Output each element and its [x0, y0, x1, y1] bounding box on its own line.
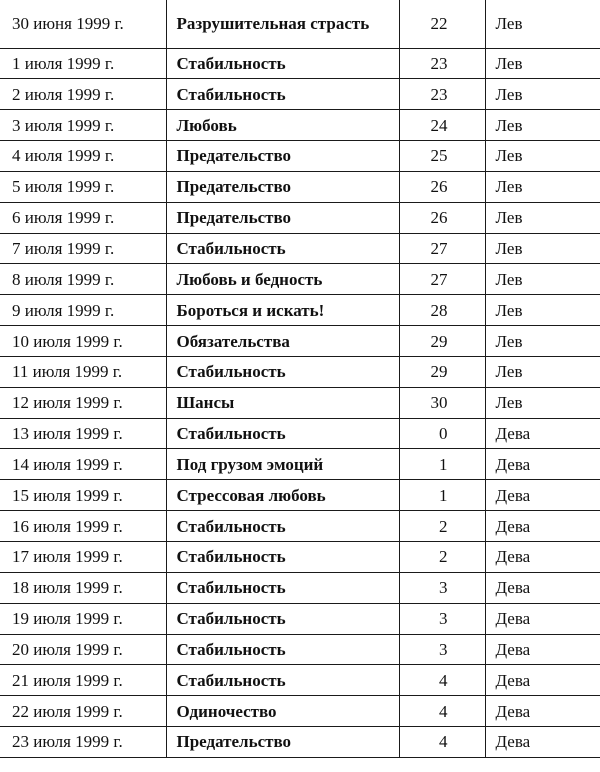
date-cell: 16 июля 1999 г.	[0, 511, 166, 542]
title-cell: Стабильность	[166, 356, 399, 387]
date-cell: 10 июля 1999 г.	[0, 326, 166, 357]
date-cell: 30 июня 1999 г.	[0, 0, 166, 48]
date-cell: 2 июля 1999 г.	[0, 79, 166, 110]
title-cell: Предательство	[166, 141, 399, 172]
number-cell: 22	[399, 0, 485, 48]
number-cell: 30	[399, 387, 485, 418]
title-cell: Стабильность	[166, 233, 399, 264]
sign-cell: Дева	[485, 542, 600, 573]
number-cell: 4	[399, 727, 485, 758]
table-row	[0, 665, 600, 696]
date-cell: 21 июля 1999 г.	[0, 665, 166, 696]
sign-cell: Дева	[485, 572, 600, 603]
sign-cell: Лев	[485, 48, 600, 79]
title-cell: Стабильность	[166, 542, 399, 573]
number-cell: 2	[399, 511, 485, 542]
date-cell: 13 июля 1999 г.	[0, 418, 166, 449]
number-cell: 4	[399, 696, 485, 727]
number-cell: 3	[399, 603, 485, 634]
date-cell: 17 июля 1999 г.	[0, 542, 166, 573]
number-cell: 29	[399, 356, 485, 387]
date-cell: 5 июля 1999 г.	[0, 171, 166, 202]
title-cell: Стабильность	[166, 418, 399, 449]
sign-cell: Лев	[485, 326, 600, 357]
title-cell: Бороться и искать!	[166, 295, 399, 326]
date-cell: 20 июля 1999 г.	[0, 634, 166, 665]
title-cell: Любовь	[166, 110, 399, 141]
table-row	[0, 233, 600, 264]
date-cell: 11 июля 1999 г.	[0, 356, 166, 387]
table-row	[0, 48, 600, 79]
number-cell: 27	[399, 233, 485, 264]
number-cell: 0	[399, 418, 485, 449]
number-cell: 24	[399, 110, 485, 141]
sign-cell: Лев	[485, 141, 600, 172]
title-cell: Стабильность	[166, 665, 399, 696]
sign-cell: Дева	[485, 480, 600, 511]
table-row	[0, 387, 600, 418]
table-row	[0, 542, 600, 573]
sign-cell: Дева	[485, 418, 600, 449]
date-cell: 18 июля 1999 г.	[0, 572, 166, 603]
title-cell: Любовь и бедность	[166, 264, 399, 295]
sign-cell: Лев	[485, 110, 600, 141]
title-cell: Стабильность	[166, 79, 399, 110]
number-cell: 28	[399, 295, 485, 326]
date-cell: 3 июля 1999 г.	[0, 110, 166, 141]
sign-cell: Лев	[485, 233, 600, 264]
date-cell: 15 июля 1999 г.	[0, 480, 166, 511]
table-row	[0, 202, 600, 233]
table-row	[0, 171, 600, 202]
title-cell: Разрушительная страсть	[166, 0, 399, 48]
table-row	[0, 511, 600, 542]
table-row	[0, 480, 600, 511]
table-row	[0, 264, 600, 295]
sign-cell: Дева	[485, 665, 600, 696]
number-cell: 4	[399, 665, 485, 696]
date-cell: 12 июля 1999 г.	[0, 387, 166, 418]
date-cell: 22 июля 1999 г.	[0, 696, 166, 727]
table-row	[0, 326, 600, 357]
date-cell: 14 июля 1999 г.	[0, 449, 166, 480]
table-row	[0, 79, 600, 110]
number-cell: 23	[399, 48, 485, 79]
title-cell: Стабильность	[166, 634, 399, 665]
number-cell: 27	[399, 264, 485, 295]
number-cell: 3	[399, 634, 485, 665]
number-cell: 23	[399, 79, 485, 110]
sign-cell: Дева	[485, 511, 600, 542]
date-cell: 4 июля 1999 г.	[0, 141, 166, 172]
title-cell: Одиночество	[166, 696, 399, 727]
sign-cell: Лев	[485, 171, 600, 202]
table-row	[0, 418, 600, 449]
number-cell: 25	[399, 141, 485, 172]
title-cell: Стабильность	[166, 603, 399, 634]
title-cell: Стрессовая любовь	[166, 480, 399, 511]
table-row	[0, 727, 600, 758]
title-cell: Под грузом эмоций	[166, 449, 399, 480]
sign-cell: Лев	[485, 79, 600, 110]
title-cell: Предательство	[166, 202, 399, 233]
sign-cell: Дева	[485, 634, 600, 665]
title-cell: Предательство	[166, 171, 399, 202]
date-cell: 19 июля 1999 г.	[0, 603, 166, 634]
sign-cell: Лев	[485, 295, 600, 326]
table-row	[0, 110, 600, 141]
title-cell: Стабильность	[166, 48, 399, 79]
date-cell: 6 июля 1999 г.	[0, 202, 166, 233]
title-cell: Обязательства	[166, 326, 399, 357]
table-row	[0, 634, 600, 665]
sign-cell: Лев	[485, 264, 600, 295]
title-cell: Шансы	[166, 387, 399, 418]
table-row	[0, 0, 600, 48]
table-row	[0, 449, 600, 480]
table-row	[0, 295, 600, 326]
number-cell: 1	[399, 480, 485, 511]
sign-cell: Дева	[485, 727, 600, 758]
sign-cell: Дева	[485, 696, 600, 727]
sign-cell: Лев	[485, 0, 600, 48]
sign-cell: Дева	[485, 603, 600, 634]
table-row	[0, 356, 600, 387]
table-row	[0, 603, 600, 634]
table-row	[0, 696, 600, 727]
number-cell: 1	[399, 449, 485, 480]
number-cell: 26	[399, 171, 485, 202]
date-cell: 9 июля 1999 г.	[0, 295, 166, 326]
sign-cell: Дева	[485, 449, 600, 480]
table-row	[0, 141, 600, 172]
title-cell: Предательство	[166, 727, 399, 758]
sign-cell: Лев	[485, 356, 600, 387]
title-cell: Стабильность	[166, 511, 399, 542]
date-cell: 23 июля 1999 г.	[0, 727, 166, 758]
date-cell: 8 июля 1999 г.	[0, 264, 166, 295]
number-cell: 3	[399, 572, 485, 603]
sign-cell: Лев	[485, 387, 600, 418]
date-cell: 1 июля 1999 г.	[0, 48, 166, 79]
date-cell: 7 июля 1999 г.	[0, 233, 166, 264]
title-cell: Стабильность	[166, 572, 399, 603]
number-cell: 26	[399, 202, 485, 233]
sign-cell: Лев	[485, 202, 600, 233]
number-cell: 29	[399, 326, 485, 357]
number-cell: 2	[399, 542, 485, 573]
table-row	[0, 572, 600, 603]
